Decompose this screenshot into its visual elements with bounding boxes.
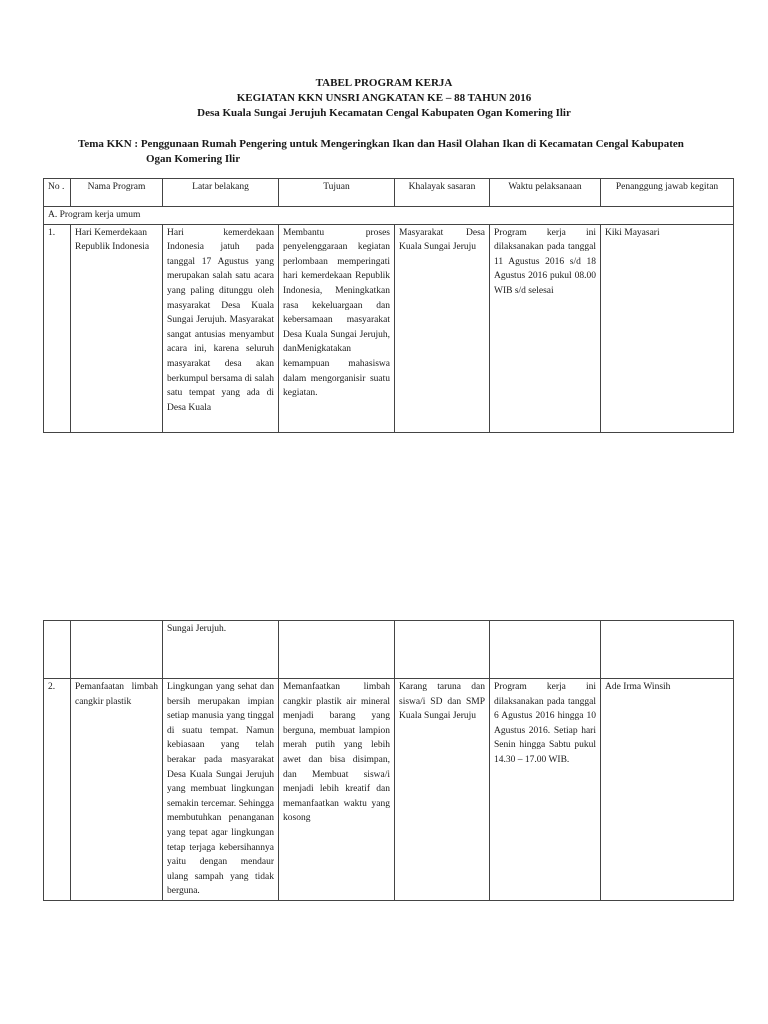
row-1-background-continued: Sungai Jerujuh. <box>163 621 279 679</box>
theme-line-1: Tema KKN : Penggunaan Rumah Pengering untuk Mengeringkan Ikan dan Hasil Olahan Ikan di Kecamatan Cengal Kabupaten <box>78 138 684 150</box>
row-1-background <box>163 224 279 432</box>
section-a-label: A. Program kerja umum <box>44 207 734 225</box>
program-table <box>43 178 734 433</box>
row-2-goal: Memanfaatkan limbah cangkir plastik air mineral menjadi barang yang berguna, membuat lampion merah putih yang lebih awet dan bisa disimpan, dan Membuat siswa/i menjadi lebih kreatif dan memanfaatkan waktu yang kosong <box>279 679 395 901</box>
header-program: Nama Program <box>71 179 163 207</box>
row-2-audience: Karang taruna dan siswa/i SD dan SMP Kuala Sungai Jeruju <box>395 679 490 901</box>
table-header-row <box>44 179 734 207</box>
title-line-2: KEGIATAN KKN UNSRI ANGKATAN KE – 88 TAHUN 2016 <box>236 92 532 104</box>
row-2-time: Program kerja ini dilaksanakan pada tanggal 6 Agustus 2016 hingga 10 Agustus 2016. Setiap hari Senin hingga Sabtu pukul 14.30 – 17.00 WIB. <box>490 679 601 901</box>
title-line-3: Desa Kuala Sungai Jerujuh Kecamatan Cengal Kabupaten Ogan Komering Ilir <box>197 107 571 119</box>
header-time: Waktu pelaksanaan <box>490 179 601 207</box>
row-2-no: 2. <box>44 679 71 901</box>
row-1-goal: Membantu proses penyelenggaraan kegiatan perlombaan memperingati hari kemerdekaan Republik Indonesia, Meningkatkan rasa kekeluargaan dan kebersamaan masyarakat Desa Kuala Sungai Jerujuh, danMenigkatakan kemampuan mahasiswa dalam mengorganisir suatu kegiatan. <box>279 224 395 432</box>
row-2-background: Lingkungan yang sehat dan bersih merupakan impian setiap manusia yang tinggal di suatu tempat. Namun kebiasaan yang telah berakar pada masyarakat Desa Kuala Sungai Jerujuh yang membuat lingkungan semakin tercemar. Sehingga membutuhkan penanganan yang tepat agar lingkungan tetap terjaga kebersihannya yaitu dengan mendaur ulang sampah yang tidak berguna. <box>163 679 279 901</box>
header-pic: Penanggung jawab kegitan <box>601 179 734 207</box>
row-1-audience: Masyarakat Desa Kuala Sungai Jeruju <box>395 224 490 432</box>
section-row <box>44 207 734 225</box>
header-background: Latar belakang <box>163 179 279 207</box>
theme-line-2: Ogan Komering Ilir <box>146 153 241 165</box>
header-goal: Tujuan <box>279 179 395 207</box>
theme-statement <box>78 137 698 167</box>
row-1-program: Hari Kemerdekaan Republik Indonesia <box>71 224 163 432</box>
row-1-time: Program kerja ini dilaksanakan pada tanggal 11 Agustus 2016 s/d 18 Agustus 2016 pukul 08.00 WIB s/d selesai <box>490 224 601 432</box>
row-2-pic: Ade Irma Winsih <box>601 679 734 901</box>
row-1-no: 1. <box>44 224 71 432</box>
title-line-1: TABEL PROGRAM KERJA <box>315 77 453 89</box>
header-no: No . <box>44 179 71 207</box>
table-row <box>44 224 734 432</box>
row-1-pic: Kiki Mayasari <box>601 224 734 432</box>
table-row-continued <box>44 621 734 679</box>
table-row <box>44 679 734 901</box>
row-2-program: Pemanfaatan limbah cangkir plastik <box>71 679 163 901</box>
document-title <box>0 76 768 121</box>
row-1-background-text: Hari kemerdekaan Indonesia jatuh pada tanggal 17 Agustus yang merupakan salah satu acara yang paling ditunggu oleh masyarakat Desa Kuala Sungai Jerujuh. Masyarakat sangat antusias menyambut acara ini, karena seluruh masyarakat desa akan berkumpul bersama di salah satu tempat yang ada di Desa Kuala <box>167 227 274 413</box>
program-table-continued <box>43 620 734 901</box>
header-audience: Khalayak sasaran <box>395 179 490 207</box>
